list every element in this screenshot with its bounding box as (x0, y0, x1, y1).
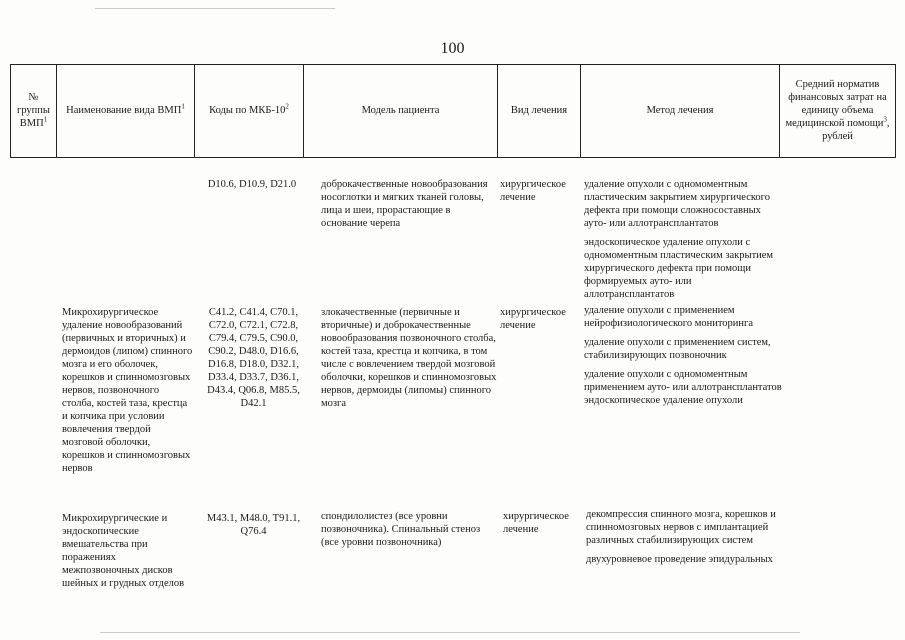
row-1-model: доброкачественные новообразования носоглотки и мягких тканей головы, лица и шеи, прорастающие в основание черепа (321, 179, 488, 229)
row-3-name: Микрохирургические и эндоскопические вмешательства при поражениях межпозвоночных дисков шейных и грудных отделов (62, 513, 185, 589)
scan-artifact-top (95, 8, 335, 9)
col-divider (56, 64, 57, 157)
row-3-methods (586, 508, 786, 572)
col-divider (580, 64, 581, 157)
row-2-treatment: хирургическое лечение (500, 307, 566, 331)
method-item: эндоскопическое удаление опухоли (584, 395, 743, 406)
header-cost-norm: Средний норматив финансовых затрат на единицу объема медицинской помощи$^3$, рублей (785, 79, 890, 142)
header-group-no: № группы ВМП$^1$ (17, 92, 50, 129)
row-3-codes: M43.1, M48.0, T91.1, Q76.4 (206, 513, 301, 537)
row-2-name: Микрохирургическое удаление новообразований (первичных и вторичных) и дермоидов (липом) спинного мозга и его оболочек, корешков и спинномозговых нервов, позвоночного столба, костей таза, крестца и копчика при условии вовлечения твердой мозговой оболочки, корешков и спинномозговых нервов (62, 307, 193, 474)
header-treatment-type: Вид лечения (510, 105, 568, 116)
header-icd-codes: Коды по МКБ-$10^2$ (209, 102, 289, 116)
method-item: удаление опухоли с применением нейрофизиологического мониторинга (584, 305, 754, 329)
page-number: 100 (440, 40, 465, 57)
method-item: удаление опухоли с одномоментным пластическим закрытием хирургического дефекта при помощи сложносоставных ауто- или аллотрансплантатов (584, 179, 770, 229)
method-item: двухуровневое проведение эпидуральных (586, 554, 773, 565)
row-3-model: спондилолистез (все уровни позвоночника). Спинальный стеноз (все уровни позвоночника) (321, 511, 481, 548)
col-divider (303, 64, 304, 157)
col-divider (497, 64, 498, 157)
row-2-codes: C41.2, C41.4, C70.1, C72.0, C72.1, C72.8, C79.4, C79.5, C90.0, C90.2, D48.0, D16.6, D16.8, D18.0, D32.1, D33.4, D33.7, D36.1, D43.4, Q06.8, M85.5, D42.1 (207, 307, 300, 409)
method-item: удаление опухоли с одномоментным применением ауто- или аллотрансплантатов (584, 369, 782, 393)
row-1-codes: D10.6, D10.9, D21.0 (207, 179, 297, 190)
scan-artifact-bottom (100, 632, 800, 633)
header-vmp-name: Наименование вида ВМП$^1$ (66, 102, 185, 116)
method-item: эндоскопическое удаление опухоли с одномоментным пластическим закрытием хирургического дефекта при помощи формируемых ауто- или аллотрансплантатов (584, 237, 774, 300)
row-1-methods (584, 178, 784, 307)
row-3-treatment: хирургическое лечение (503, 511, 569, 535)
method-item: декомпрессия спинного мозга, корешков и спинномозговых нервов с имплантацией различных стабилизирующих систем (586, 509, 776, 546)
header-patient-model: Модель пациента (361, 105, 440, 116)
header-treatment-method: Метод лечения (646, 105, 714, 116)
method-item: удаление опухоли с применением систем, стабилизирующих позвоночник (584, 337, 771, 361)
row-2-model: злокачественные (первичные и вторичные) и доброкачественные новообразования позвоночного столба, костей таза, крестца и копчика, в том числе с вовлечением твердой мозговой оболочки, корешков и спинномозговых нервов, дермоиды (липомы) спинного мозга (321, 307, 497, 409)
row-1-treatment: хирургическое лечение (500, 179, 566, 203)
col-divider (194, 64, 195, 157)
header-bottom-rule (10, 157, 896, 158)
col-divider (10, 64, 11, 157)
col-divider (779, 64, 780, 157)
row-2-methods (584, 304, 784, 413)
col-divider (895, 64, 896, 157)
